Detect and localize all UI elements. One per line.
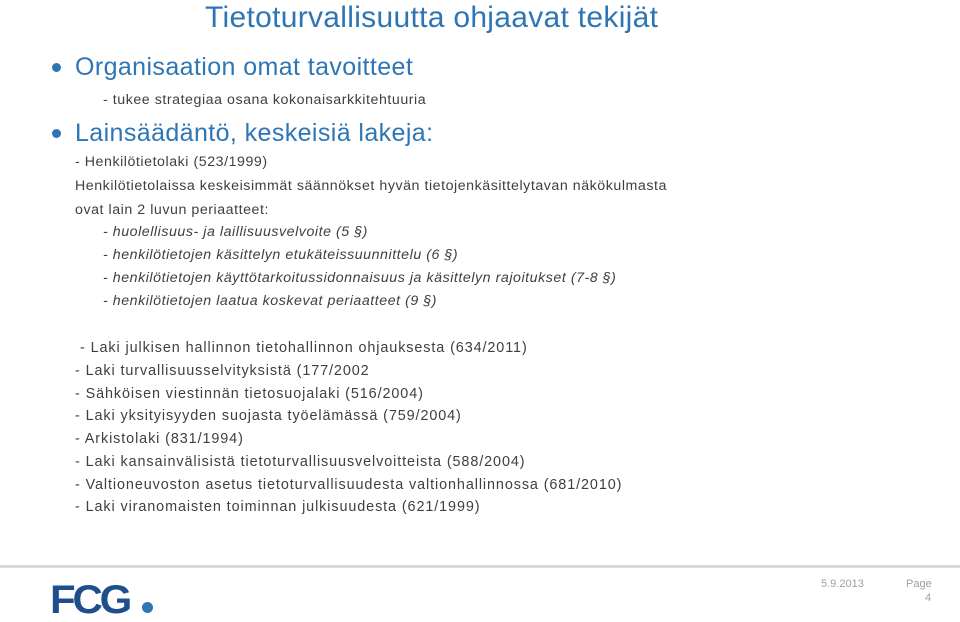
bullet-dot-icon bbox=[52, 129, 61, 138]
org-subpoint: - tukee strategiaa osana kokonaisarkkitehtuuria bbox=[103, 92, 427, 108]
law-item: - Valtioneuvoston asetus tietoturvallisuudesta valtionhallinnossa (681/2010) bbox=[75, 477, 623, 493]
principle-item: - henkilötietojen käsittelyn etukäteissuunnittelu (6 §) bbox=[103, 247, 459, 263]
law-item: - Laki viranomaisten toiminnan julkisuudesta (621/1999) bbox=[75, 499, 481, 515]
law-line: Henkilötietolaissa keskeisimmät säännökset hyvän tietojenkäsittelytavan näkökulmasta bbox=[75, 178, 667, 194]
fcg-logo: FCG bbox=[50, 578, 130, 622]
logo-dot-icon bbox=[142, 602, 153, 613]
law-item: - Laki julkisen hallinnon tietohallinnon ohjauksesta (634/2011) bbox=[80, 340, 528, 356]
law-item: - Sähköisen viestinnän tietosuojalaki (516/2004) bbox=[75, 386, 424, 402]
principle-item: - huolellisuus- ja laillisuusvelvoite (5 §) bbox=[103, 224, 368, 240]
slide-title: Tietoturvallisuutta ohjaavat tekijät bbox=[205, 1, 659, 34]
footer-page-label: Page bbox=[906, 578, 932, 590]
bullet-text: Organisaation omat tavoitteet bbox=[75, 53, 414, 81]
law-line: ovat lain 2 luvun periaatteet: bbox=[75, 202, 269, 218]
footer-date: 5.9.2013 bbox=[821, 578, 864, 590]
law-item: - Laki yksityisyyden suojasta työelämässä (759/2004) bbox=[75, 408, 462, 424]
law-line: - Henkilötietolaki (523/1999) bbox=[75, 154, 268, 170]
footer-page-number: 4 bbox=[925, 592, 932, 604]
law-item: - Laki turvallisuusselvityksistä (177/2002 bbox=[75, 363, 370, 379]
law-item: - Arkistolaki (831/1994) bbox=[75, 431, 244, 447]
principle-item: - henkilötietojen käyttötarkoitussidonnaisuus ja käsittelyn rajoitukset (7-8 §) bbox=[103, 270, 617, 286]
bullet-text: Lainsäädäntö, keskeisiä lakeja: bbox=[75, 119, 434, 147]
principle-item: - henkilötietojen laatua koskevat periaatteet (9 §) bbox=[103, 293, 438, 309]
law-item: - Laki kansainvälisistä tietoturvallisuusvelvoitteista (588/2004) bbox=[75, 454, 526, 470]
footer-divider bbox=[0, 565, 960, 568]
bullet-dot-icon bbox=[52, 63, 61, 72]
